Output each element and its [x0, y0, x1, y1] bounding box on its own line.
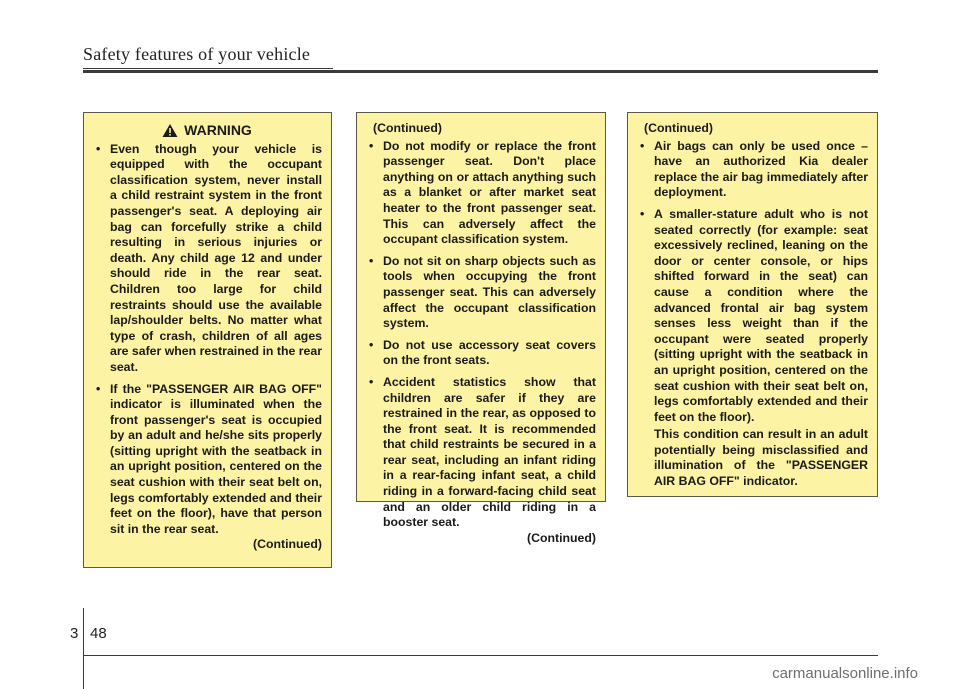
list-item: • Do not use accessory seat covers on the front seats. [365, 338, 596, 369]
warning-triangle-icon [162, 123, 178, 138]
condition-paragraph: This condition can result in an adult potentially being misclassified and illumination of the "PASSENGER AIR BAG OFF" indicator. [654, 427, 868, 489]
list-item: • Do not sit on sharp objects such as tools when occupying the front passenger seat. This can adversely affect the occupant classification system. [365, 254, 596, 332]
warning-label: WARNING [184, 122, 252, 138]
warning-list-2 [365, 139, 596, 531]
list-item: • A smaller-stature adult who is not seated correctly (for example: seat excessively reclined, leaning on the door or center console, or hips shifted forward in the seat) can cause a condition where the advanced frontal air bag system senses less weight than if the occupant were seated properly (sitting upright with the seatback in an upright position, centered on the seat cushion with their seat belt on, legs comfortably extended and their feet on the floor). [636, 207, 868, 425]
list-item: • Accident statistics show that children are safer if they are restrained in the rear, as opposed to the front seat. It is recommended that child restraints be secured in a rear seat, including an infant riding in a rear-facing infant seat, a child riding in a forward-facing child seat and an older child riding in a booster seat. [365, 375, 596, 531]
continued-label: (Continued) [373, 121, 442, 135]
warning-box-1 [83, 112, 332, 568]
chapter-number: 3 [70, 625, 79, 642]
watermark-text: carmanualsonline.info [772, 665, 918, 682]
header-rule [83, 70, 878, 73]
list-item: • If the "PASSENGER AIR BAG OFF" indicator is illuminated when the front passenger's seat is occupied by an adult and he/she sits properly (sitting upright with the seatback in an upright position, centered on the seat cushion with their seat belt on, legs comfortably extended and their feet on the floor), have that person sit in the rear seat. [92, 382, 322, 538]
warning-heading [92, 123, 322, 139]
list-item: • Air bags can only be used once – have an authorized Kia dealer replace the air bag immediately after deployment. [636, 139, 868, 201]
warning-list-1 [92, 142, 322, 538]
page-header-title: Safety features of your vehicle [83, 44, 311, 64]
warning-box-2 [356, 112, 606, 545]
list-item: • Do not modify or replace the front passenger seat. Don't place anything on or attach anything such as a blanket or after market seat heater to the front passenger seat. This can adversely affect the occupant classification system. [365, 139, 596, 248]
continued-label: (Continued) [527, 530, 596, 545]
footer-rule-horizontal [83, 655, 878, 656]
page-number: 48 [90, 625, 107, 642]
warning-box-3 [627, 112, 878, 497]
warning-list-3 [636, 139, 868, 426]
list-item: • Even though your vehicle is equipped with the occupant classification system, never install a child restraint system in the front passenger's seat. A deploying air bag can forcefully strike a child resulting in serious injuries or death. Any child age 12 and under should ride in the rear seat. Children too large for child restraints should use the available lap/shoulder belts. No matter what type of crash, children of all ages are safer when restrained in the rear seat. [92, 142, 322, 376]
continued-label: (Continued) [253, 537, 322, 552]
footer-rule-vertical [83, 608, 84, 689]
header-rule-thin [83, 68, 333, 69]
continued-label: (Continued) [644, 121, 713, 135]
